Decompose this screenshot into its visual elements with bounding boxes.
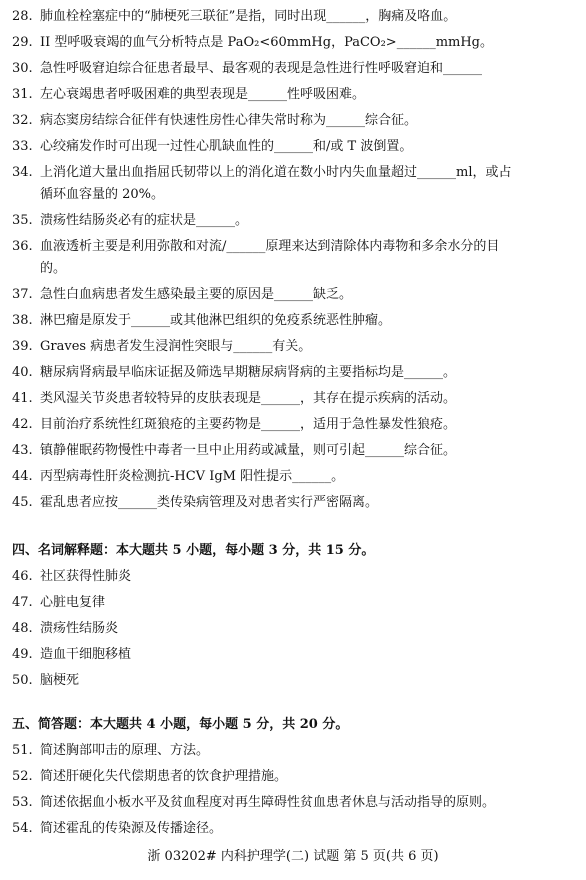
question-text: 急性白血病患者发生感染最主要的原因是______缺乏。 [40,287,353,302]
question-52: 52. 简述肝硬化失代偿期患者的饮食护理措施。 [12,769,288,784]
question-47: 47. 心脏电复律 [12,595,106,610]
section-5-heading: 五、简答题：本大题共 4 小题，每小题 5 分，共 20 分。 [12,717,349,732]
question-text: 血液透析主要是利用弥散和对流/______原理来达到清除体内毒物和多余水分的目 [40,239,500,254]
question-text: 上消化道大量出血指屈氏韧带以上的消化道在数小时内失血量超过______ml，或占 [40,165,512,180]
question-39: 39. Graves 病患者发生浸润性突眼与______有关。 [12,339,312,354]
question-37: 37. 急性白血病患者发生感染最主要的原因是______缺乏。 [12,287,353,302]
question-text: 脑梗死 [40,673,80,688]
question-text: 目前治疗系统性红斑狼疮的主要药物是______，适用于急性暴发性狼疮。 [40,417,457,432]
question-text: 急性呼吸窘迫综合征患者最早、最客观的表现是急性进行性呼吸窘迫和______ [40,61,483,76]
question-number: 53. [12,795,33,810]
question-text: 病态窦房结综合征伴有快速性房性心律失常时称为______综合征。 [40,113,418,128]
question-text: 镇静催眠药物慢性中毒者一旦中止用药或减量，则可引起______综合征。 [40,443,457,458]
question-text: 左心衰竭患者呼吸困难的典型表现是______性呼吸困难。 [40,87,366,102]
question-51: 51. 简述胸部叩击的原理、方法。 [12,743,210,758]
question-34-continuation: 循环血容量的 20%。 [40,187,165,202]
page-footer: 浙 03202# 内科护理学(二) 试题 第 5 页(共 6 页) [147,849,439,864]
question-45: 45. 霍乱患者应按______类传染病管理及对患者实行严密隔离。 [12,495,379,510]
question-53 [12,792,572,814]
question-32: 32. 病态窦房结综合征伴有快速性房性心律失常时称为______综合征。 [12,113,418,128]
question-35: 35. 溃疡性结肠炎必有的症状是______。 [12,213,249,228]
question-30: 30. 急性呼吸窘迫综合征患者最早、最客观的表现是急性进行性呼吸窘迫和______ [12,61,483,76]
question-29: 29. II 型呼吸衰竭的血气分析特点是 PaO₂<60mmHg，PaCO₂>______mmHg。 [12,35,494,50]
question-50: 50. 脑梗死 [12,673,80,688]
question-38: 38. 淋巴瘤是原发于______或其他淋巴组织的免疫系统恶性肿瘤。 [12,313,392,328]
question-36: 36. 血液透析主要是利用弥散和对流/______原理来达到清除体内毒物和多余水分的目 [12,239,500,254]
question-43: 43. 镇静催眠药物慢性中毒者一旦中止用药或减量，则可引起______综合征。 [12,443,457,458]
question-41: 41. 类风湿关节炎患者较特异的皮肤表现是______，其存在提示疾病的活动。 [12,391,457,406]
question-text: 简述霍乱的传染源及传播途径。 [40,821,223,836]
question-28: 28. 肺血栓栓塞症中的“肺梗死三联征”是指，同时出现______，胸痛及咯血。 [12,9,457,24]
question-text: 糖尿病肾病最早临床证据及筛选早期糖尿病肾病的主要指标均是______。 [40,365,457,380]
question-text: 霍乱患者应按______类传染病管理及对患者实行严密隔离。 [40,495,379,510]
question-54 [12,818,572,840]
question-text: 简述依据血小板水平及贫血程度对再生障碍性贫血患者休息与活动指导的原则。 [40,795,496,810]
question-text: 溃疡性结肠炎必有的症状是______。 [40,213,249,228]
question-49: 49. 造血干细胞移植 [12,647,132,662]
question-31: 31. 左心衰竭患者呼吸困难的典型表现是______性呼吸困难。 [12,87,366,102]
question-text: 类风湿关节炎患者较特异的皮肤表现是______，其存在提示疾病的活动。 [40,391,457,406]
question-text: 溃疡性结肠炎 [40,621,119,636]
question-text: 肺血栓栓塞症中的“肺梗死三联征”是指，同时出现______，胸痛及咯血。 [40,9,457,24]
question-36-continuation: 的。 [40,261,67,276]
question-text: 心脏电复律 [40,595,106,610]
question-text: 简述肝硬化失代偿期患者的饮食护理措施。 [40,769,288,784]
question-44: 44. 丙型病毒性肝炎检测抗-HCV IgM 阳性提示______。 [12,469,345,484]
question-40: 40. 糖尿病肾病最早临床证据及筛选早期糖尿病肾病的主要指标均是______。 [12,365,457,380]
question-text: Graves 病患者发生浸润性突眼与______有关。 [40,339,312,354]
question-number: 54. [12,821,33,836]
question-34: 34. 上消化道大量出血指屈氏韧带以上的消化道在数小时内失血量超过______ml，或占 [12,165,512,180]
question-42: 42. 目前治疗系统性红斑狼疮的主要药物是______，适用于急性暴发性狼疮。 [12,417,457,432]
question-33: 33. 心绞痛发作时可出现一过性心肌缺血性的______和/或 T 波倒置。 [12,139,413,154]
question-text: 造血干细胞移植 [40,647,132,662]
question-48: 48. 溃疡性结肠炎 [12,621,119,636]
question-46: 46. 社区获得性肺炎 [12,569,132,584]
section-4-heading: 四、名词解释题：本大题共 5 小题，每小题 3 分，共 15 分。 [12,543,375,558]
question-text: 社区获得性肺炎 [40,569,132,584]
question-text: II 型呼吸衰竭的血气分析特点是 PaO₂<60mmHg，PaCO₂>______mmHg。 [40,35,494,50]
question-text: 简述胸部叩击的原理、方法。 [40,743,210,758]
question-text: 丙型病毒性肝炎检测抗-HCV IgM 阳性提示______。 [40,469,345,484]
question-text: 心绞痛发作时可出现一过性心肌缺血性的______和/或 T 波倒置。 [40,139,413,154]
question-text: 淋巴瘤是原发于______或其他淋巴组织的免疫系统恶性肿瘤。 [40,313,392,328]
